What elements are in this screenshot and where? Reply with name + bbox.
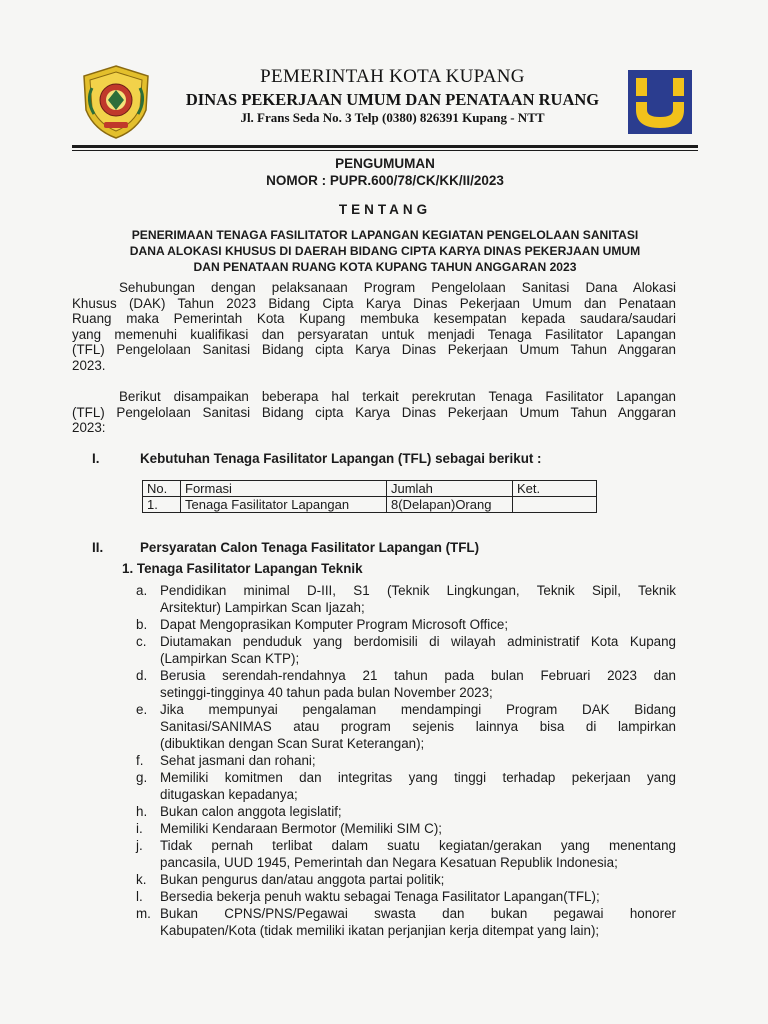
list-item-line: Sehat jasmani dan rohani; xyxy=(160,753,316,768)
announcement-title: PENGUMUMAN xyxy=(335,156,435,171)
paragraph-line: Ruang maka Pemerintah Kota Kupang membuka kesempatan kepada saudara/saudari xyxy=(72,311,676,327)
list-item xyxy=(136,582,676,616)
list-item xyxy=(136,616,676,633)
intro-paragraph xyxy=(72,280,676,374)
list-item xyxy=(136,667,676,701)
table-cell: Tenaga Fasilitator Lapangan xyxy=(181,497,387,513)
list-marker: e. xyxy=(136,702,148,717)
list-marker: b. xyxy=(136,617,148,632)
subsection-title: 1. Tenaga Fasilitator Lapangan Teknik xyxy=(122,561,363,576)
paragraph-line: Khusus (DAK) Tahun 2023 Bidang Cipta Karya Dinas Pekerjaan Umum dan Penataan xyxy=(72,295,676,311)
subject-line: PENERIMAAN TENAGA FASILITATOR LAPANGAN KEGIATAN PENGELOLAAN SANITASI xyxy=(131,228,639,242)
table-cell: 1. xyxy=(143,497,181,513)
paragraph-line: 2023: xyxy=(72,420,106,436)
section-title: Kebutuhan Tenaga Fasilitator Lapangan (TFL) sebagai berikut : xyxy=(140,451,542,466)
table-cell: 8(Delapan)Orang xyxy=(387,497,513,513)
list-marker: d. xyxy=(136,668,148,683)
list-item-line: Tidak pernah terlibat dalam suatu kegiatan/gerakan yang menentang xyxy=(160,838,676,853)
list-marker: g. xyxy=(136,770,148,785)
list-item xyxy=(136,701,676,752)
list-item xyxy=(136,633,676,667)
list-item-line: Berusia serendah-rendahnya 21 tahun pada bulan Februari 2023 dan xyxy=(160,668,676,683)
table-header-row xyxy=(143,481,597,497)
table-header-cell: Formasi xyxy=(181,481,387,497)
government-name: PEMERINTAH KOTA KUPANG xyxy=(260,66,525,87)
list-item-line: Pendidikan minimal D-III, S1 (Teknik Lingkungan, Teknik Sipil, Teknik xyxy=(160,583,676,598)
paragraph-line: yang memenuhi kualifikasi dan persyaratan untuk menjadi Tenaga Fasilitator Lapangan xyxy=(72,326,676,342)
list-item-line: Bukan pengurus dan/atau anggota partai politik; xyxy=(160,872,445,887)
table-header-cell: Jumlah xyxy=(387,481,513,497)
list-marker: m. xyxy=(136,906,151,921)
list-marker: j. xyxy=(136,838,143,853)
list-item-line: Diutamakan penduduk yang berdomisili di wilayah administratif Kota Kupang xyxy=(160,634,676,649)
paragraph-line: (TFL) Pengelolaan Sanitasi Bidang cipta Karya Dinas Pekerjaan Umum Tahun Anggaran xyxy=(72,342,676,358)
list-item xyxy=(136,803,676,820)
pu-ministry-logo-icon xyxy=(628,70,692,134)
subject-line: DANA ALOKASI KHUSUS DI DAERAH BIDANG CIPTA KARYA DINAS PEKERJAAN UMUM xyxy=(129,244,641,258)
paragraph-line: Berikut disampaikan beberapa hal terkait perekrutan Tenaga Fasilitator Lapangan xyxy=(119,389,676,404)
list-item-line: Kabupaten/Kota (tidak memiliki ikatan perjanjian kerja ditempat yang lain); xyxy=(160,923,600,938)
list-item-line: Jika mempunyai pengalaman mendampingi Program DAK Bidang xyxy=(160,702,676,717)
list-marker: i. xyxy=(136,821,143,836)
kupang-city-crest-icon xyxy=(78,64,154,140)
list-item-line: ditugaskan kepadanya; xyxy=(160,787,298,802)
table-header-cell: No. xyxy=(143,481,181,497)
list-item xyxy=(136,820,676,837)
announcement-number: NOMOR : PUPR.600/78/CK/KK/II/2023 xyxy=(266,173,504,188)
list-item-line: Dapat Mengoprasikan Komputer Program Microsoft Office; xyxy=(160,617,509,632)
list-item xyxy=(136,769,676,803)
list-item xyxy=(136,837,676,871)
announcement-subject xyxy=(72,227,698,275)
requirements-list xyxy=(136,582,676,939)
letterhead-rule-thin xyxy=(72,150,698,151)
agency-name: DINAS PEKERJAAN UMUM DAN PENATAAN RUANG xyxy=(185,90,600,109)
list-marker: f. xyxy=(136,753,144,768)
list-item xyxy=(136,752,676,769)
subject-line: DAN PENATAAN RUANG KOTA KUPANG TAHUN ANGGARAN 2023 xyxy=(193,260,577,274)
table-cell xyxy=(513,497,597,513)
paragraph-line: Sehubungan dengan pelaksanaan Program Pengelolaan Sanitasi Dana Alokasi xyxy=(119,280,676,295)
agency-address: Jl. Frans Seda No. 3 Telp (0380) 826391 Kupang - NTT xyxy=(240,110,545,125)
list-item-line: Bukan CPNS/PNS/Pegawai swasta dan bukan pegawai honorer xyxy=(160,906,676,921)
section-number: II. xyxy=(92,540,104,555)
section-title: Persyaratan Calon Tenaga Fasilitator Lapangan (TFL) xyxy=(140,540,480,555)
list-item-line: Sanitasi/SANIMAS atau program sejenis lainnya bisa di lampirkan xyxy=(160,719,676,734)
letterhead-rule-thick xyxy=(72,145,698,148)
list-marker: k. xyxy=(136,872,147,887)
list-item-line: (Lampirkan Scan KTP); xyxy=(160,651,300,666)
paragraph-line: 2023. xyxy=(72,357,106,373)
paragraph-line: (TFL) Pengelolaan Sanitasi Bidang cipta Karya Dinas Pekerjaan Umum Tahun Anggaran xyxy=(72,404,676,420)
table-row xyxy=(143,497,597,513)
list-item xyxy=(136,905,676,939)
list-marker: c. xyxy=(136,634,147,649)
formation-table xyxy=(142,480,597,513)
list-item xyxy=(136,871,676,888)
table-header-cell: Ket. xyxy=(513,481,597,497)
recruitment-paragraph xyxy=(72,389,676,436)
list-item-line: Memiliki komitmen dan integritas yang tinggi terhadap pekerjaan yang xyxy=(160,770,676,785)
list-item-line: (dibuktikan dengan Scan Surat Keterangan); xyxy=(160,736,425,751)
list-marker: a. xyxy=(136,583,148,598)
list-marker: h. xyxy=(136,804,148,819)
list-marker: l. xyxy=(136,889,143,904)
list-item-line: pancasila, UUD 1945, Pemerintah dan Negara Kesatuan Republik Indonesia; xyxy=(160,855,618,870)
about-heading: TENTANG xyxy=(338,202,432,217)
list-item-line: Arsitektur) Lampirkan Scan Ijazah; xyxy=(160,600,365,615)
list-item xyxy=(136,888,676,905)
list-item-line: setinggi-tingginya 40 tahun pada bulan November 2023; xyxy=(160,685,493,700)
list-item-line: Memiliki Kendaraan Bermotor (Memiliki SIM C); xyxy=(160,821,443,836)
section-number: I. xyxy=(92,451,100,466)
list-item-line: Bersedia bekerja penuh waktu sebagai Tenaga Fasilitator Lapangan(TFL); xyxy=(160,889,600,904)
list-item-line: Bukan calon anggota legislatif; xyxy=(160,804,342,819)
